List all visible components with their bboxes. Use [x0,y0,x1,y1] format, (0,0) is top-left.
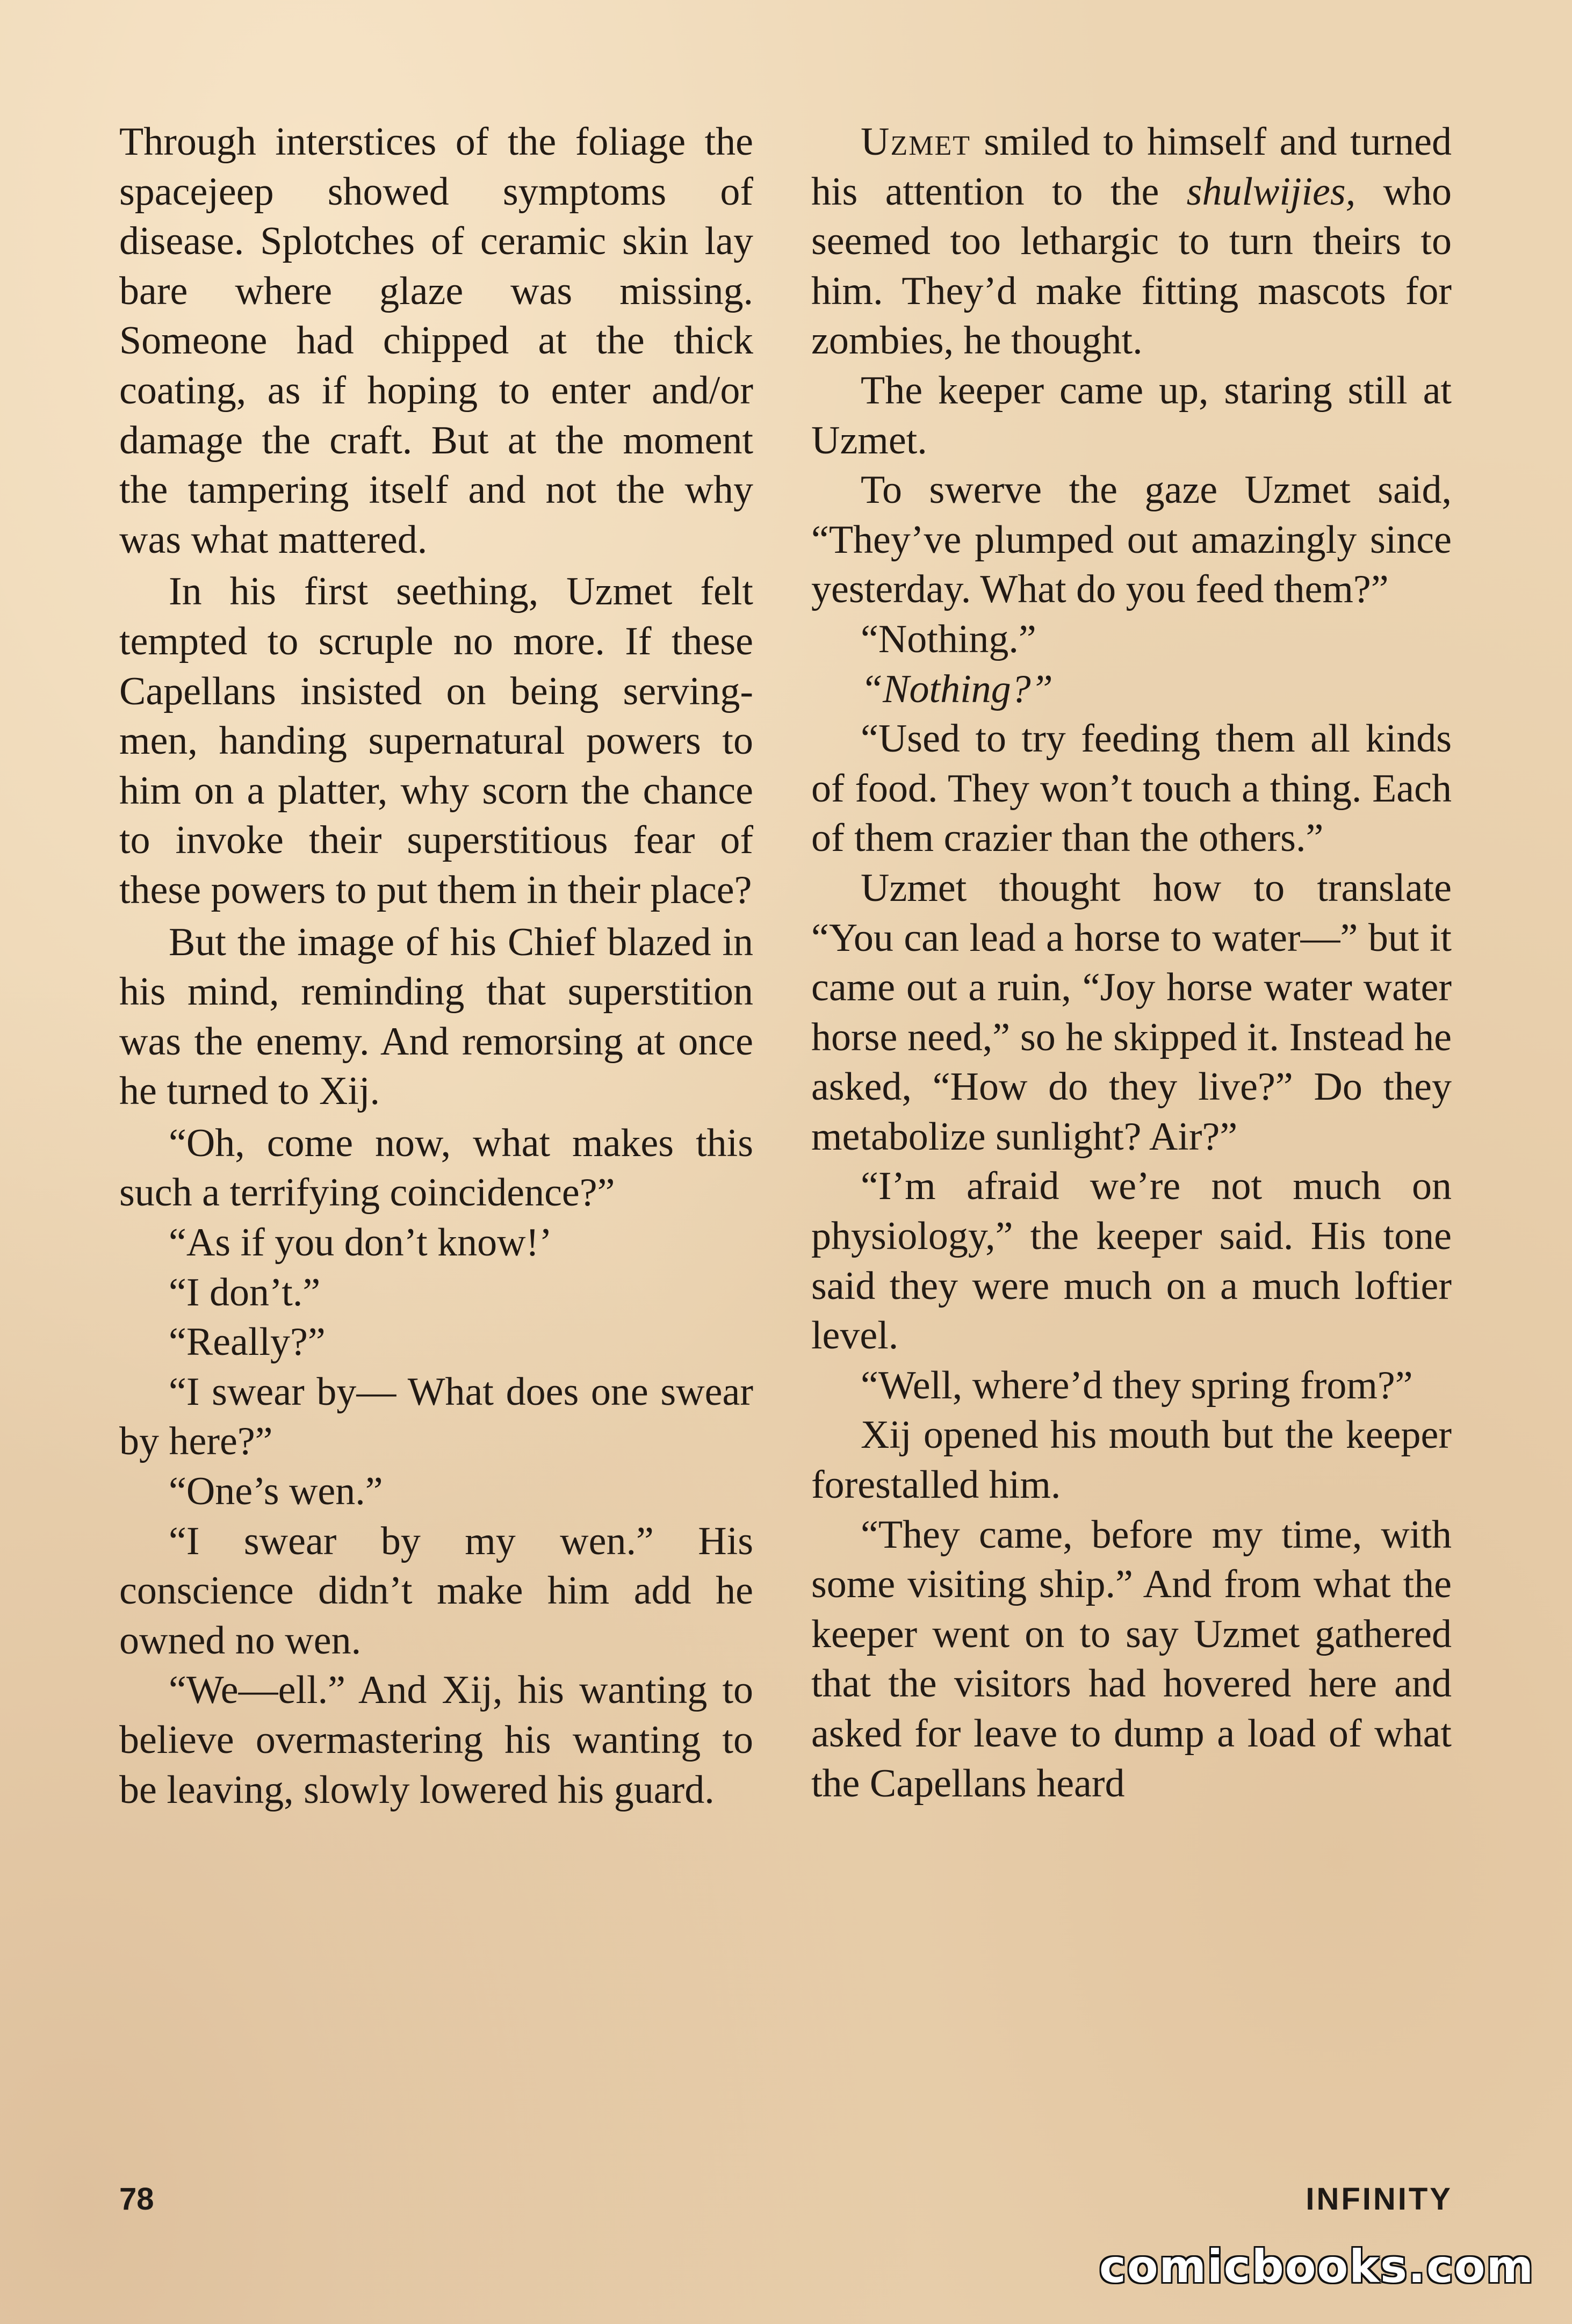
paragraph: “I don’t.” [169,1270,321,1315]
paragraph: The keeper came up, staring still at Uzmet. [811,368,1452,463]
paragraph: “As if you don’t know!’ [169,1221,552,1265]
paragraph: “Really?” [169,1320,326,1365]
paragraph: “One’s wen.” [169,1469,383,1514]
paragraph: “Used to try feeding them all kinds of food. They won’t touch a thing. Each of them crazier than the others.” [811,717,1452,861]
paragraph: Through interstices of the foliage the spacejeep showed symptoms of disease. Splotches of ceramic skin lay bare where glaze was missing. Someone had chipped at the thick coating, as if hoping to enter and/or damage the craft. But at the moment the tampering itself and not the why was what mattered. [119,120,753,562]
paragraph: “Well, where’d they spring from?” [861,1363,1413,1408]
paragraph: “We—ell.” And Xij, his wanting to believe overmastering his wanting to be leaving, slowly lowered his guard. [119,1668,753,1812]
site-watermark: comicbooks.com [1099,2240,1534,2293]
smallcaps-name: Uzmet [861,120,971,164]
paragraph: Uzmet thought how to translate “You can lead a horse to water—” but it came out a ruin, “Joy horse water water horse need,” so he skipped it. Instead he asked, “How do they live?” Do they metabolize sunlight? Air?” [811,865,1452,1159]
magazine-title: INFINITY [1306,2182,1453,2217]
page-number: 78 [119,2182,154,2217]
italic-paragraph: “Nothing?” [861,667,1053,711]
paragraph-text: smiled to himself and turned his attention to the [811,120,1452,214]
right-text-column [811,117,1452,1808]
paragraph: “I swear by my wen.” His conscience didn’t make him add he owned no wen. [119,1519,753,1663]
italic-word: shulwijies, [1186,169,1356,214]
paragraph: Xij opened his mouth but the keeper forestalled him. [811,1413,1452,1507]
paragraph: “I swear by— What does one swear by here?” [119,1369,753,1464]
paragraph: “They came, before my time, with some visiting ship.” And from what the keeper went on to say Uzmet gathered that the visitors had hovered here and asked for leave to dump a load of what the Capellans heard [811,1512,1452,1806]
paragraph: In his first seething, Uzmet felt tempted to scruple no more. If these Capellans insisted on being serving-men, handing supernatural powers to him on a platter, why scorn the chance to invoke their superstitious fear of these powers to put them in their place? [119,569,753,912]
paragraph: To swerve the gaze Uzmet said, “They’ve plumped out amazingly since yesterday. What do you feed them?” [811,468,1452,612]
left-text-column [119,117,753,1815]
paragraph: “Nothing.” [861,617,1036,661]
paragraph: But the image of his Chief blazed in his mind, reminding that superstition was the enemy. And remorsing at once he turned to Xij. [119,920,753,1114]
opening-paragraph [811,117,1452,366]
paragraph: “I’m afraid we’re not much on physiology,” the keeper said. His tone said they were much on a much loftier level. [811,1164,1452,1358]
paragraph-text: who seemed too lethargic to turn theirs to him. They’d make fitting mascots for zombies, he thought. [811,169,1452,363]
paragraph: “Oh, come now, what makes this such a terrifying coincidence?” [119,1121,753,1215]
